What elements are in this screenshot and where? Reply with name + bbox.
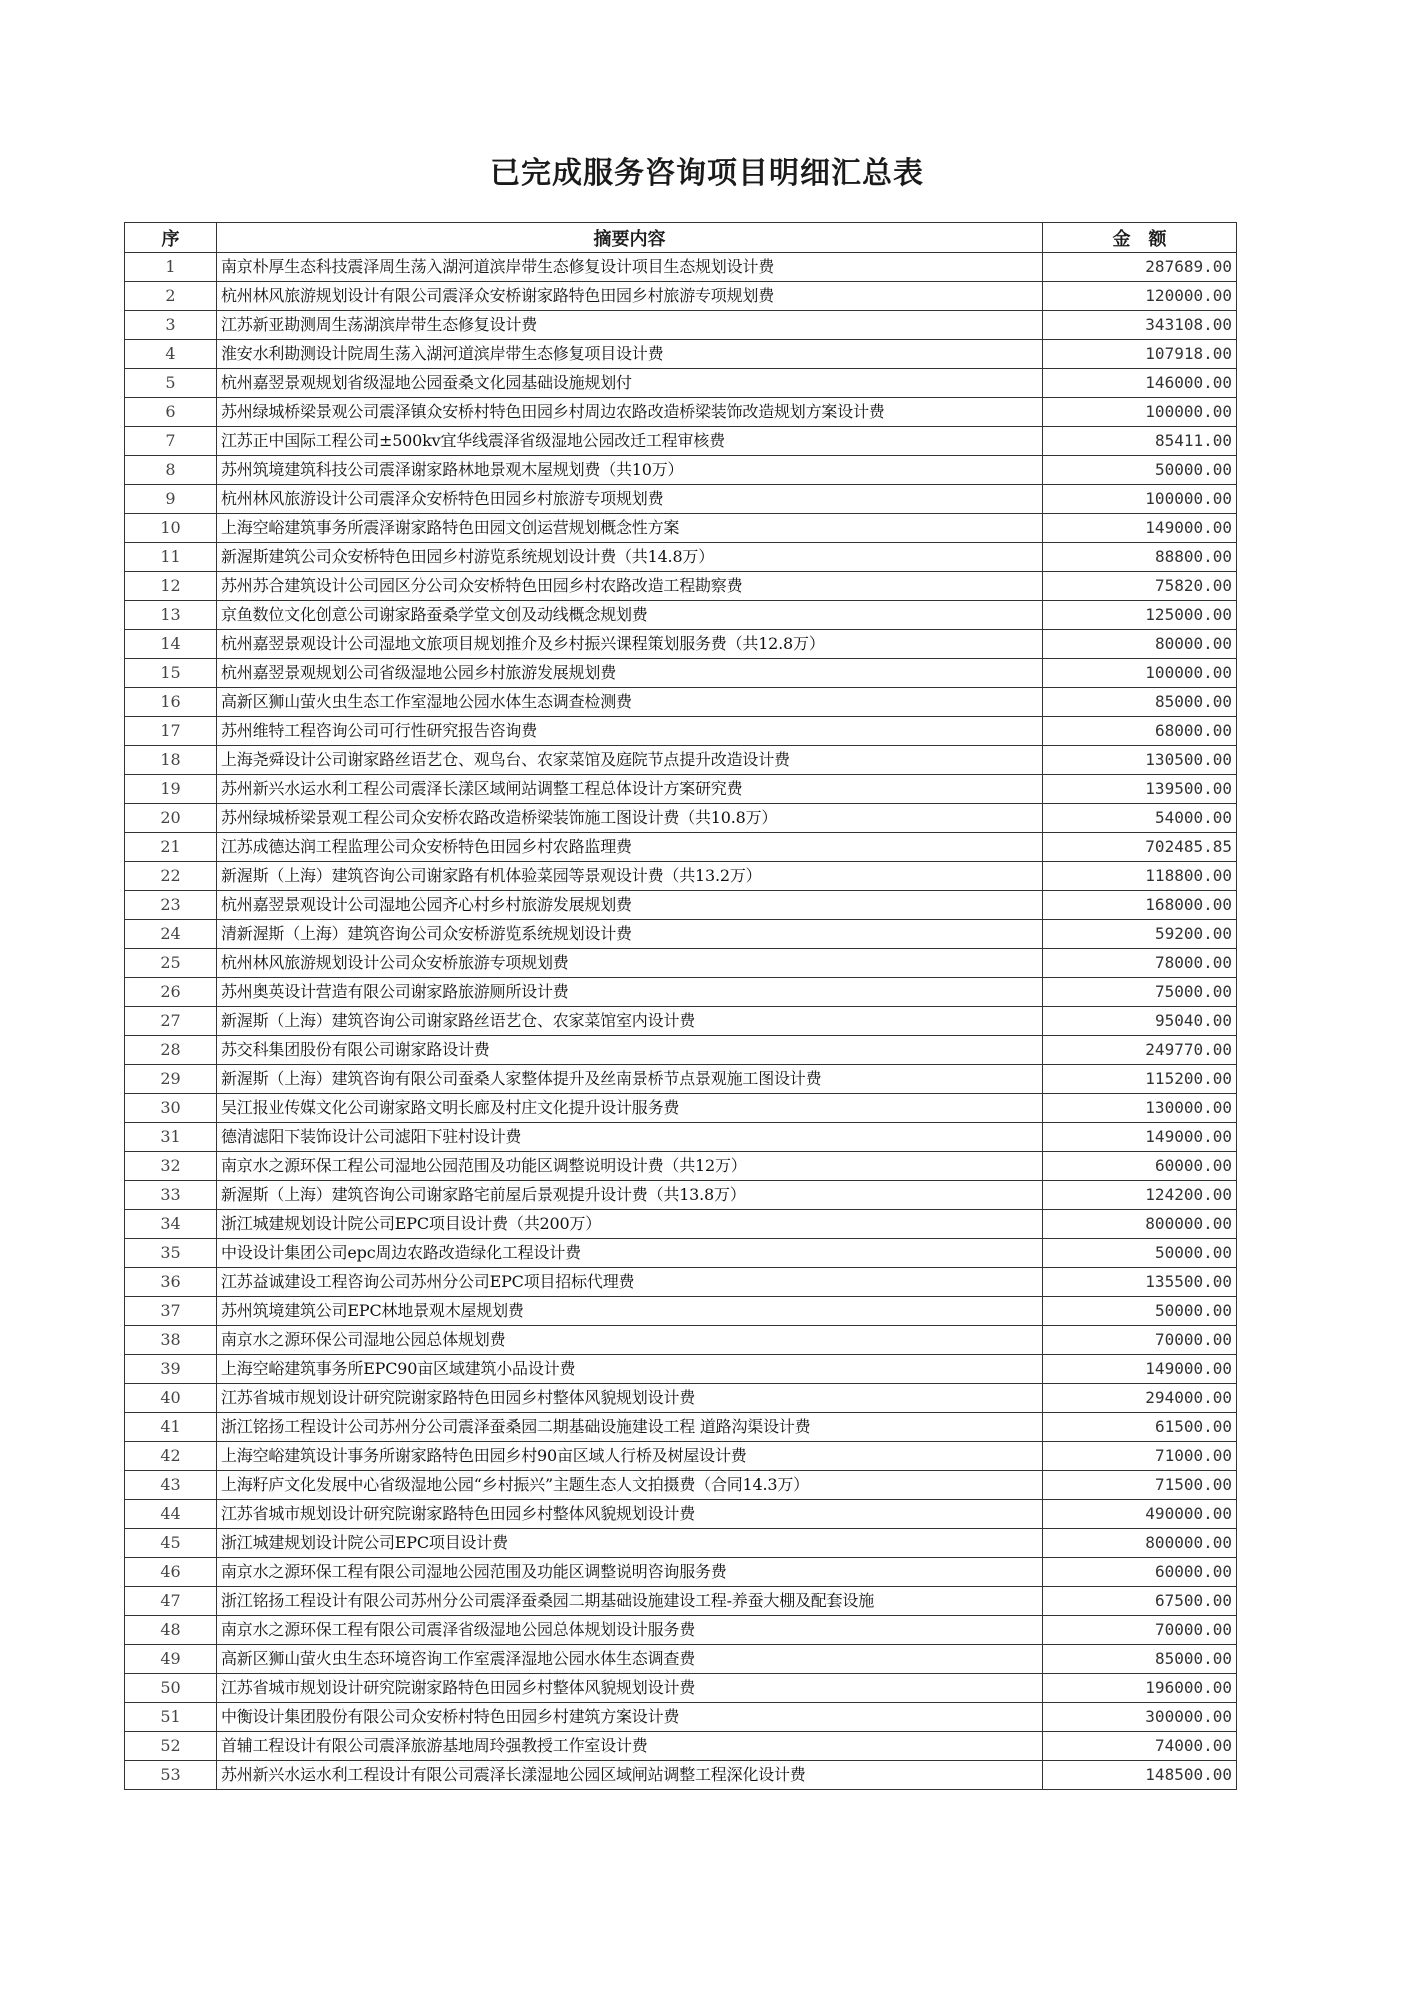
row-number: 25 [125,949,217,978]
row-amount: 50000.00 [1043,1239,1237,1268]
row-description: 杭州林风旅游设计公司震泽众安桥特色田园乡村旅游专项规划费 [217,485,1043,514]
row-number: 4 [125,340,217,369]
table-row [125,340,1237,369]
table-row [125,485,1237,514]
row-description: 苏州筑境建筑公司EPC林地景观木屋规划费 [217,1297,1043,1326]
table-row [125,891,1237,920]
row-description: 江苏益诚建设工程咨询公司苏州分公司EPC项目招标代理费 [217,1268,1043,1297]
table-row [125,1065,1237,1094]
row-number: 16 [125,688,217,717]
row-amount: 249770.00 [1043,1036,1237,1065]
row-description: 浙江铭扬工程设计有限公司苏州分公司震泽蚕桑园二期基础设施建设工程-养蚕大棚及配套设施 [217,1587,1043,1616]
row-number: 6 [125,398,217,427]
page-title: 已完成服务咨询项目明细汇总表 [490,156,924,191]
row-amount: 125000.00 [1043,601,1237,630]
row-amount: 61500.00 [1043,1413,1237,1442]
row-description: 新渥斯（上海）建筑咨询公司谢家路有机体验菜园等景观设计费（共13.2万） [217,862,1043,891]
row-number: 7 [125,427,217,456]
table-row [125,456,1237,485]
row-description: 浙江铭扬工程设计公司苏州分公司震泽蚕桑园二期基础设施建设工程 道路沟渠设计费 [217,1413,1043,1442]
table-row [125,427,1237,456]
row-amount: 75000.00 [1043,978,1237,1007]
row-description: 杭州嘉翌景观规划公司省级湿地公园乡村旅游发展规划费 [217,659,1043,688]
header-description: 摘要内容 [217,223,1043,253]
row-description: 上海空峪建筑事务所EPC90亩区域建筑小品设计费 [217,1355,1043,1384]
row-amount: 68000.00 [1043,717,1237,746]
row-amount: 70000.00 [1043,1326,1237,1355]
row-number: 43 [125,1471,217,1500]
row-number: 20 [125,804,217,833]
table-row [125,920,1237,949]
table-row [125,1587,1237,1616]
table-row [125,1384,1237,1413]
row-number: 26 [125,978,217,1007]
table-row [125,804,1237,833]
row-amount: 120000.00 [1043,282,1237,311]
row-amount: 50000.00 [1043,456,1237,485]
row-description: 南京水之源环保公司湿地公园总体规划费 [217,1326,1043,1355]
table-row [125,1558,1237,1587]
table-row [125,1152,1237,1181]
table-row [125,1210,1237,1239]
row-amount: 59200.00 [1043,920,1237,949]
table-row [125,1413,1237,1442]
row-description: 江苏省城市规划设计研究院谢家路特色田园乡村整体风貌规划设计费 [217,1500,1043,1529]
row-number: 19 [125,775,217,804]
table-row [125,543,1237,572]
table-row [125,1732,1237,1761]
summary-table [124,222,1237,1790]
row-amount: 78000.00 [1043,949,1237,978]
table-row [125,1268,1237,1297]
row-amount: 54000.00 [1043,804,1237,833]
row-amount: 95040.00 [1043,1007,1237,1036]
row-number: 41 [125,1413,217,1442]
table-row [125,688,1237,717]
table-row [125,746,1237,775]
row-number: 27 [125,1007,217,1036]
row-amount: 50000.00 [1043,1297,1237,1326]
row-amount: 490000.00 [1043,1500,1237,1529]
table-body [125,253,1237,1790]
row-description: 新渥斯建筑公司众安桥特色田园乡村游览系统规划设计费（共14.8万） [217,543,1043,572]
table-row [125,775,1237,804]
row-amount: 800000.00 [1043,1210,1237,1239]
row-description: 南京水之源环保工程有限公司湿地公园范围及功能区调整说明咨询服务费 [217,1558,1043,1587]
table-row [125,1094,1237,1123]
row-description: 杭州林风旅游规划设计有限公司震泽众安桥谢家路特色田园乡村旅游专项规划费 [217,282,1043,311]
row-description: 江苏正中国际工程公司±500kv宜华线震泽省级湿地公园改迁工程审核费 [217,427,1043,456]
row-number: 12 [125,572,217,601]
row-amount: 135500.00 [1043,1268,1237,1297]
row-number: 48 [125,1616,217,1645]
row-description: 上海籽庐文化发展中心省级湿地公园“乡村振兴”主题生态人文拍摄费（合同14.3万） [217,1471,1043,1500]
row-description: 南京水之源环保工程公司湿地公园范围及功能区调整说明设计费（共12万） [217,1152,1043,1181]
row-amount: 115200.00 [1043,1065,1237,1094]
row-description: 浙江城建规划设计院公司EPC项目设计费（共200万） [217,1210,1043,1239]
row-number: 47 [125,1587,217,1616]
row-description: 上海空峪建筑设计事务所谢家路特色田园乡村90亩区域人行桥及树屋设计费 [217,1442,1043,1471]
row-description: 南京朴厚生态科技震泽周生荡入湖河道滨岸带生态修复设计项目生态规划设计费 [217,253,1043,282]
row-number: 44 [125,1500,217,1529]
header-amount: 金 额 [1043,223,1237,253]
row-number: 45 [125,1529,217,1558]
row-number: 13 [125,601,217,630]
row-amount: 70000.00 [1043,1616,1237,1645]
row-description: 苏州绿城桥梁景观公司震泽镇众安桥村特色田园乡村周边农路改造桥梁装饰改造规划方案设计费 [217,398,1043,427]
table-row [125,1181,1237,1210]
row-number: 36 [125,1268,217,1297]
row-amount: 85000.00 [1043,1645,1237,1674]
table-row [125,1123,1237,1152]
row-amount: 100000.00 [1043,485,1237,514]
table-row [125,1471,1237,1500]
row-amount: 100000.00 [1043,398,1237,427]
row-number: 23 [125,891,217,920]
row-description: 杭州林风旅游规划设计公司众安桥旅游专项规划费 [217,949,1043,978]
row-description: 江苏成德达润工程监理公司众安桥特色田园乡村农路监理费 [217,833,1043,862]
row-amount: 74000.00 [1043,1732,1237,1761]
row-description: 首辅工程设计有限公司震泽旅游基地周玲强教授工作室设计费 [217,1732,1043,1761]
row-number: 14 [125,630,217,659]
row-number: 8 [125,456,217,485]
row-number: 17 [125,717,217,746]
row-amount: 100000.00 [1043,659,1237,688]
row-number: 10 [125,514,217,543]
row-amount: 118800.00 [1043,862,1237,891]
row-description: 新渥斯（上海）建筑咨询有限公司蚕桑人家整体提升及丝南景桥节点景观施工图设计费 [217,1065,1043,1094]
row-number: 46 [125,1558,217,1587]
row-description: 德清滤阳下装饰设计公司滤阳下驻村设计费 [217,1123,1043,1152]
table-row [125,1500,1237,1529]
table-row [125,369,1237,398]
table-row [125,1239,1237,1268]
row-description: 淮安水利勘测设计院周生荡入湖河道滨岸带生态修复项目设计费 [217,340,1043,369]
row-description: 苏州筑境建筑科技公司震泽谢家路林地景观木屋规划费（共10万） [217,456,1043,485]
row-amount: 88800.00 [1043,543,1237,572]
row-description: 苏州新兴水运水利工程设计有限公司震泽长漾湿地公园区域闸站调整工程深化设计费 [217,1761,1043,1790]
row-number: 18 [125,746,217,775]
header-no: 序 [125,223,217,253]
row-number: 33 [125,1181,217,1210]
row-amount: 71500.00 [1043,1471,1237,1500]
row-number: 9 [125,485,217,514]
row-amount: 149000.00 [1043,1123,1237,1152]
row-amount: 75820.00 [1043,572,1237,601]
row-description: 苏州奥英设计营造有限公司谢家路旅游厕所设计费 [217,978,1043,1007]
row-description: 杭州嘉翌景观设计公司湿地文旅项目规划推介及乡村振兴课程策划服务费（共12.8万） [217,630,1043,659]
row-number: 28 [125,1036,217,1065]
row-amount: 60000.00 [1043,1152,1237,1181]
row-number: 34 [125,1210,217,1239]
table-row [125,282,1237,311]
row-amount: 148500.00 [1043,1761,1237,1790]
row-amount: 71000.00 [1043,1442,1237,1471]
table-row [125,1645,1237,1674]
row-number: 11 [125,543,217,572]
row-description: 杭州嘉翌景观设计公司湿地公园齐心村乡村旅游发展规划费 [217,891,1043,920]
row-amount: 85000.00 [1043,688,1237,717]
table-row [125,1442,1237,1471]
table-row [125,572,1237,601]
table-row [125,514,1237,543]
row-description: 高新区狮山萤火虫生态工作室湿地公园水体生态调查检测费 [217,688,1043,717]
row-amount: 130000.00 [1043,1094,1237,1123]
row-description: 江苏省城市规划设计研究院谢家路特色田园乡村整体风貌规划设计费 [217,1384,1043,1413]
row-amount: 702485.85 [1043,833,1237,862]
row-amount: 146000.00 [1043,369,1237,398]
row-amount: 800000.00 [1043,1529,1237,1558]
table-row [125,1297,1237,1326]
row-amount: 139500.00 [1043,775,1237,804]
table-row [125,398,1237,427]
row-description: 江苏省城市规划设计研究院谢家路特色田园乡村整体风貌规划设计费 [217,1674,1043,1703]
table-row [125,1703,1237,1732]
row-amount: 85411.00 [1043,427,1237,456]
row-amount: 149000.00 [1043,1355,1237,1384]
row-number: 53 [125,1761,217,1790]
row-number: 1 [125,253,217,282]
row-number: 32 [125,1152,217,1181]
row-description: 杭州嘉翌景观规划省级湿地公园蚕桑文化园基础设施规划付 [217,369,1043,398]
row-amount: 107918.00 [1043,340,1237,369]
row-amount: 149000.00 [1043,514,1237,543]
table-row [125,311,1237,340]
table-row [125,949,1237,978]
row-number: 15 [125,659,217,688]
table-row [125,1529,1237,1558]
row-amount: 168000.00 [1043,891,1237,920]
row-amount: 287689.00 [1043,253,1237,282]
row-number: 5 [125,369,217,398]
table-row [125,1036,1237,1065]
row-number: 37 [125,1297,217,1326]
row-amount: 80000.00 [1043,630,1237,659]
row-number: 42 [125,1442,217,1471]
row-description: 新渥斯（上海）建筑咨询公司谢家路宅前屋后景观提升设计费（共13.8万） [217,1181,1043,1210]
row-description: 江苏新亚勘测周生荡湖滨岸带生态修复设计费 [217,311,1043,340]
row-description: 苏州苏合建筑设计公司园区分公司众安桥特色田园乡村农路改造工程勘察费 [217,572,1043,601]
row-description: 新渥斯（上海）建筑咨询公司谢家路丝语艺仓、农家菜馆室内设计费 [217,1007,1043,1036]
row-description: 苏州新兴水运水利工程公司震泽长漾区域闸站调整工程总体设计方案研究费 [217,775,1043,804]
row-number: 30 [125,1094,217,1123]
table-row [125,1355,1237,1384]
row-number: 39 [125,1355,217,1384]
row-amount: 124200.00 [1043,1181,1237,1210]
row-number: 31 [125,1123,217,1152]
row-number: 50 [125,1674,217,1703]
row-amount: 294000.00 [1043,1384,1237,1413]
row-amount: 196000.00 [1043,1674,1237,1703]
row-amount: 60000.00 [1043,1558,1237,1587]
row-description: 清新渥斯（上海）建筑咨询公司众安桥游览系统规划设计费 [217,920,1043,949]
row-number: 21 [125,833,217,862]
row-description: 京鱼数位文化创意公司谢家路蚕桑学堂文创及动线概念规划费 [217,601,1043,630]
table-row [125,601,1237,630]
table-row [125,659,1237,688]
row-amount: 130500.00 [1043,746,1237,775]
table-row [125,833,1237,862]
row-number: 35 [125,1239,217,1268]
row-description: 南京水之源环保工程有限公司震泽省级湿地公园总体规划设计服务费 [217,1616,1043,1645]
table-row [125,978,1237,1007]
table-row [125,1674,1237,1703]
row-description: 高新区狮山萤火虫生态环境咨询工作室震泽湿地公园水体生态调查费 [217,1645,1043,1674]
table-row [125,1007,1237,1036]
table-row [125,1616,1237,1645]
row-number: 40 [125,1384,217,1413]
row-amount: 67500.00 [1043,1587,1237,1616]
row-number: 38 [125,1326,217,1355]
table-row [125,717,1237,746]
row-description: 吴江报业传媒文化公司谢家路文明长廊及村庄文化提升设计服务费 [217,1094,1043,1123]
table-row [125,1761,1237,1790]
row-number: 51 [125,1703,217,1732]
table-row [125,1326,1237,1355]
row-description: 苏交科集团股份有限公司谢家路设计费 [217,1036,1043,1065]
row-number: 24 [125,920,217,949]
row-number: 52 [125,1732,217,1761]
row-number: 49 [125,1645,217,1674]
row-amount: 343108.00 [1043,311,1237,340]
row-description: 上海尧舜设计公司谢家路丝语艺仓、观鸟台、农家菜馆及庭院节点提升改造设计费 [217,746,1043,775]
row-number: 3 [125,311,217,340]
row-number: 22 [125,862,217,891]
row-description: 苏州维特工程咨询公司可行性研究报告咨询费 [217,717,1043,746]
row-description: 中衡设计集团股份有限公司众安桥村特色田园乡村建筑方案设计费 [217,1703,1043,1732]
table-header-row [125,223,1237,253]
table-row [125,630,1237,659]
row-description: 浙江城建规划设计院公司EPC项目设计费 [217,1529,1043,1558]
table-row [125,862,1237,891]
row-amount: 300000.00 [1043,1703,1237,1732]
table-row [125,253,1237,282]
row-description: 中设设计集团公司epc周边农路改造绿化工程设计费 [217,1239,1043,1268]
row-description: 苏州绿城桥梁景观工程公司众安桥农路改造桥梁装饰施工图设计费（共10.8万） [217,804,1043,833]
row-number: 2 [125,282,217,311]
row-number: 29 [125,1065,217,1094]
row-description: 上海空峪建筑事务所震泽谢家路特色田园文创运营规划概念性方案 [217,514,1043,543]
